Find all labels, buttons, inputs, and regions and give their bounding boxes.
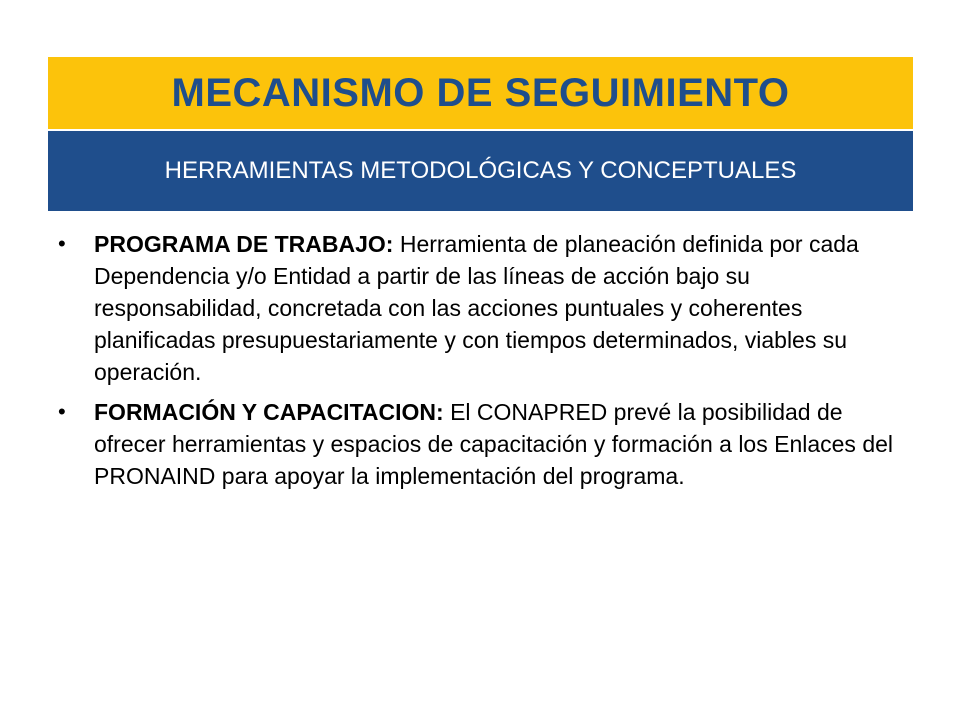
title-banner	[48, 57, 913, 129]
bullet-dot-icon: •	[58, 231, 66, 256]
bullet-term: PROGRAMA DE TRABAJO:	[94, 231, 394, 257]
bullet-formacion-y-capacitacion	[56, 396, 906, 492]
slide-title: MECANISMO DE SEGUIMIENTO	[171, 70, 790, 115]
bullet-text: Herramienta de planeación definida por cada Dependencia y/o Entidad a partir de las líneas de acción bajo su responsabilidad, concretada con las acciones puntuales y coherentes planificadas presupuestariamente y con tiempos determinados, viables su operación.	[94, 231, 859, 385]
bullet-dot-icon: •	[58, 399, 66, 424]
subtitle-banner	[48, 131, 913, 211]
bullet-term: FORMACIÓN Y CAPACITACION:	[94, 399, 444, 425]
slide-subtitle: HERRAMIENTAS METODOLÓGICAS Y CONCEPTUALES	[164, 157, 797, 184]
bullet-text: El CONAPRED prevé la posibilidad de ofrecer herramientas y espacios de capacitación y formación a los Enlaces del PRONAIND para apoyar la implementación del programa.	[94, 399, 894, 489]
bullet-programa-de-trabajo	[56, 228, 906, 388]
bullet-list	[56, 228, 906, 500]
